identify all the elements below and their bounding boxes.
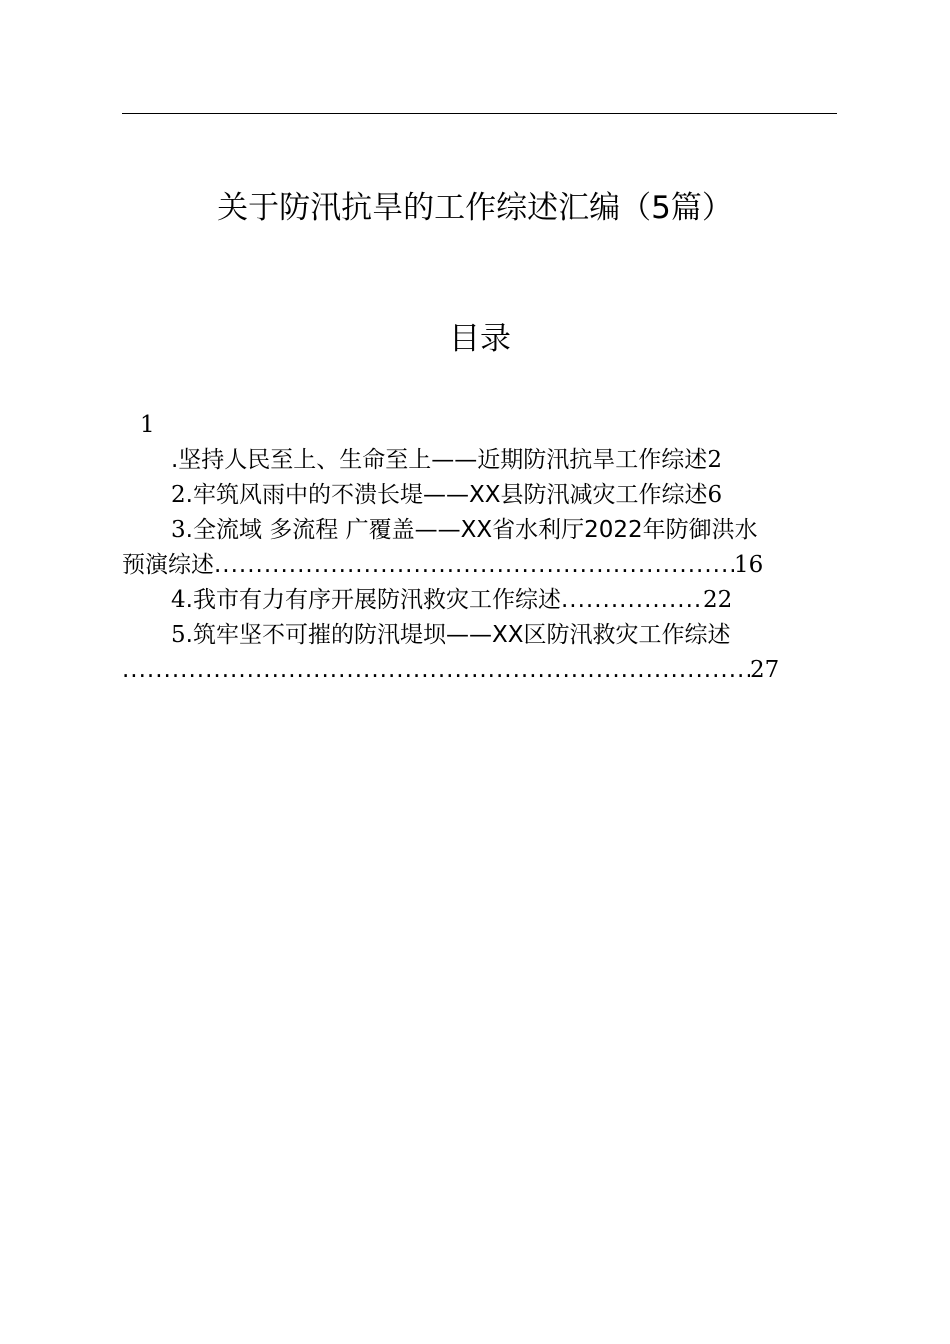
toc-entry-3-continuation[interactable] [122,548,763,582]
header-rule [122,113,837,114]
toc-entry-title: .牢筑风雨中的不溃长堤——XX县防汛减灾工作综述 [185,482,708,508]
toc-entry-page: 22 [702,587,733,613]
toc-entry-title: 预演综述 [122,552,214,578]
toc-entry-5-continuation[interactable] [122,653,779,687]
toc-entry-page: 27 [750,657,780,683]
toc-entry-title: .全流域 多流程 广覆盖——XX省水利厅2022年防御洪水 [185,517,758,543]
toc-leader-dots [122,653,750,687]
toc-entry-3[interactable] [171,513,758,547]
toc-entry-5[interactable] [171,618,730,652]
toc-entry-title: .我市有力有序开展防汛救灾工作综述 [185,587,561,613]
toc-entry-title: .筑牢坚不可摧的防汛堤坝——XX区防汛救灾工作综述 [185,622,731,648]
toc-entry-number: 4 [171,587,186,613]
toc-entry-number: 2 [171,482,186,508]
toc-leader-dots [214,548,734,582]
toc-entry-4[interactable] [171,583,732,617]
toc-leader-dots [561,583,703,617]
toc-stray-number: 1 [140,412,155,438]
toc-entry-number: 5 [171,622,186,648]
toc-entry-2[interactable] [171,478,722,512]
toc-entry-page: 6 [707,482,723,508]
toc-entry-page: 16 [734,552,764,578]
toc-entry-title: .坚持人民至上、生命至上——近期防汛抗旱工作综述 [171,447,708,473]
toc-entry-page: 2 [707,447,722,473]
document-title: 关于防汛抗旱的工作综述汇编（5篇） [217,190,733,226]
toc-entry-number: 3 [171,517,186,543]
toc-heading: 目录 [449,321,511,357]
toc-entry-1[interactable] [171,443,722,477]
